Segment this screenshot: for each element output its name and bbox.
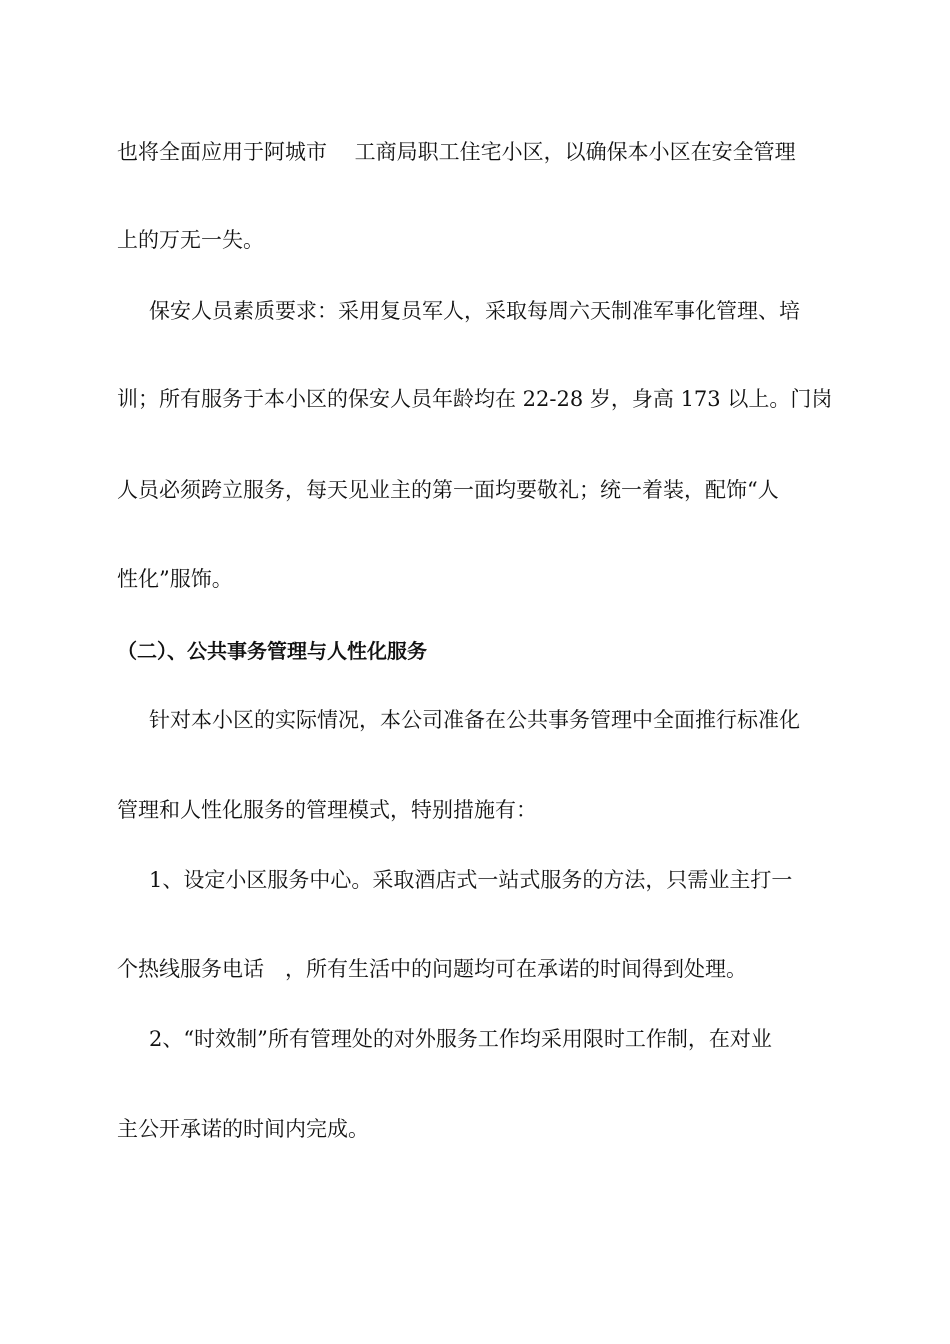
paragraph-line: 也将全面应用于阿城市 工商局职工住宅小区，以确保本小区在安全管理 [117,140,796,164]
list-item-line: 主公开承诺的时间内完成。 [117,1117,369,1141]
list-item-line: 个热线服务电话 ，所有生活中的问题均可在承诺的时间得到处理。 [117,957,747,981]
paragraph-line: 训；所有服务于本小区的保安人员年龄均在 22-28 岁，身高 173 以上。门岗 [117,387,833,411]
paragraph-line: 管理和人性化服务的管理模式，特别措施有： [117,798,537,822]
section-heading: （二）、公共事务管理与人性化服务 [117,639,427,663]
paragraph-line: 人员必须跨立服务，每天见业主的第一面均要敬礼；统一着装，配饰“人 [117,478,779,502]
paragraph-line: 保安人员素质要求：采用复员军人，采取每周六天制准军事化管理、培 [149,299,800,323]
paragraph-line: 针对本小区的实际情况，本公司准备在公共事务管理中全面推行标准化 [149,708,800,732]
list-item-line: 1、设定小区服务中心。采取酒店式一站式服务的方法，只需业主打一 [149,868,793,892]
paragraph-line: 性化”服饰。 [117,567,233,591]
paragraph-line: 上的万无一失。 [117,228,264,252]
list-item-line: 2、“时效制”所有管理处的对外服务工作均采用限时工作制，在对业 [149,1027,772,1051]
